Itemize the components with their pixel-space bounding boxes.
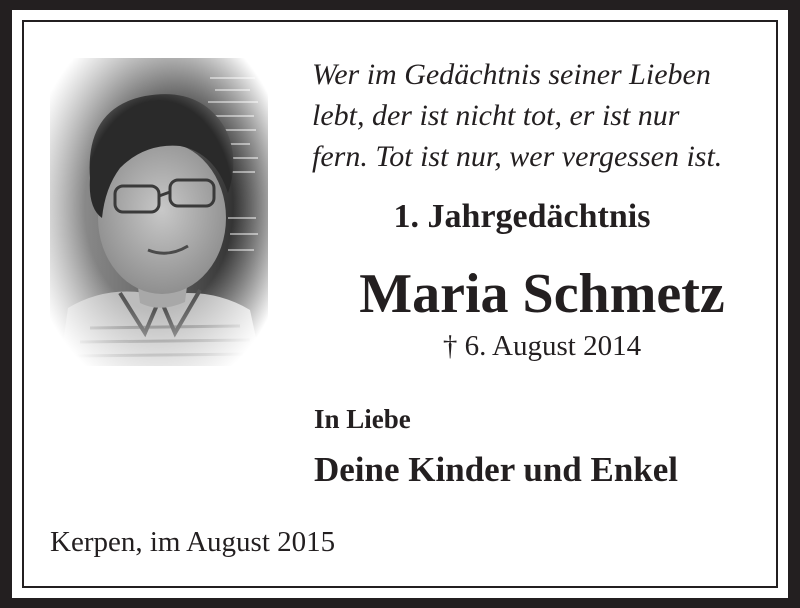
- anniversary-title: 1. Jahrgedächtnis: [393, 198, 651, 235]
- obituary-card: [12, 10, 788, 598]
- closing-phrase: In Liebe: [314, 404, 411, 434]
- family-signature: Deine Kinder und Enkel: [314, 450, 679, 489]
- memorial-quote: [312, 54, 772, 177]
- deceased-name: Maria Schmetz: [359, 263, 725, 325]
- death-date: † 6. August 2014: [442, 330, 642, 362]
- quote-line: Wer im Gedächtnis seiner Lieben: [312, 58, 711, 91]
- quote-line: fern. Tot ist nur, wer vergessen ist.: [312, 140, 723, 173]
- quote-line: lebt, der ist nicht tot, er ist nur: [312, 99, 680, 132]
- portrait-photo: [50, 58, 268, 366]
- place-and-date: Kerpen, im August 2015: [50, 526, 336, 558]
